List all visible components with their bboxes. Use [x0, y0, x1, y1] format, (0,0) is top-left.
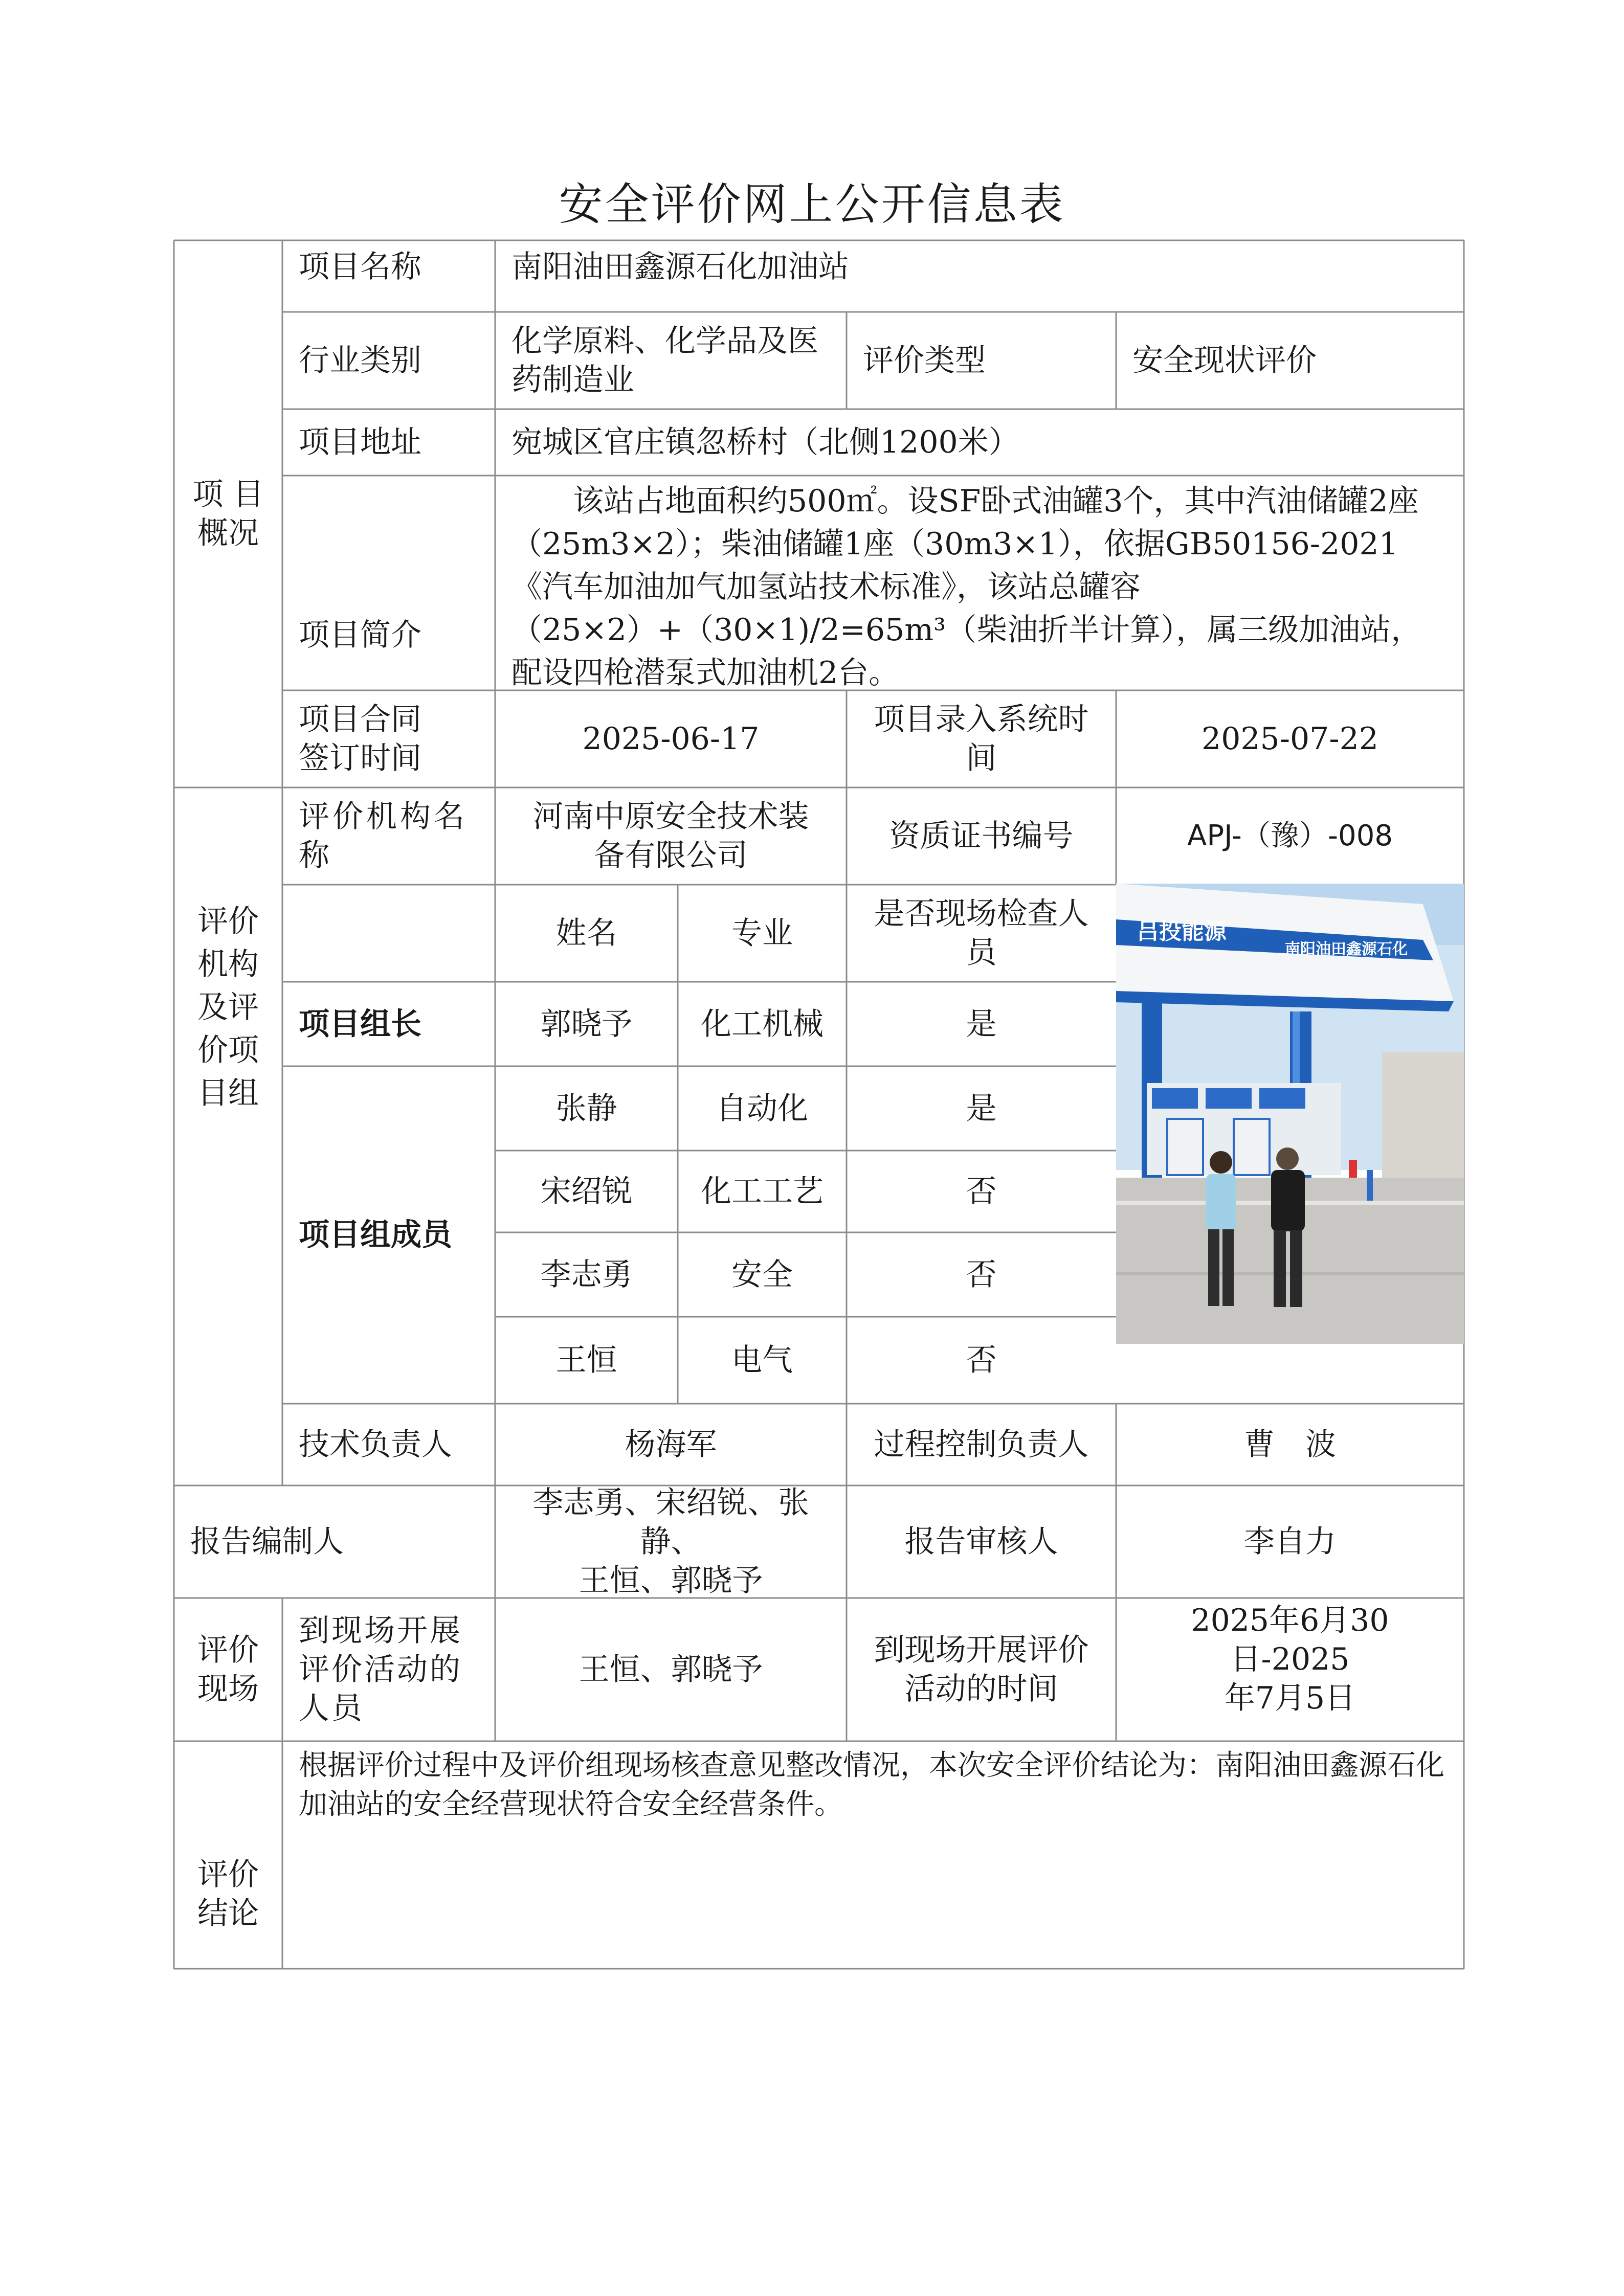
intro-value: 该站占地面积约500㎡。设SF卧式油罐3个，其中汽油储罐2座（25m3×2）；柴油储罐1座（30m3×1），依据GB50156-2021《汽车加油加气加氢站技术标准》，该站总罐容（25×2）+（30×1)/2=65m³（柴油折半计算），属三级加油站，配设四枪潜泵式加油机2台。 — [511, 483, 1422, 691]
site-photo — [1116, 884, 1464, 1344]
table-row-name: 张静 — [555, 1090, 617, 1127]
agency-group-label: 评价 机构 及评 价项 目组 — [197, 904, 259, 1111]
table-row-onsite: 是 — [966, 1090, 997, 1127]
overview-group-label: 项 目 概况 — [192, 477, 264, 551]
team-header-name: 姓名 — [555, 915, 617, 951]
project-name-value: 南阳油田鑫源石化加油站 — [511, 249, 849, 285]
table-row-name: 李志勇 — [540, 1256, 633, 1293]
table-row-name: 郭晓予 — [540, 1006, 633, 1042]
team-header-major: 专业 — [731, 915, 793, 951]
report-author-label: 报告编制人 — [190, 1524, 344, 1560]
project-name-label: 项目名称 — [299, 249, 421, 285]
table-row-major: 化工工艺 — [701, 1174, 824, 1209]
table-row-onsite: 是 — [966, 1006, 997, 1042]
industry-value: 化学原料、化学品及医药制造业 — [511, 323, 818, 398]
agency-name-label: 评价机构名 称 — [299, 799, 468, 873]
eval-type-value: 安全现状评价 — [1132, 343, 1317, 378]
table-row-major: 安全 — [731, 1256, 793, 1293]
eval-type-label: 评价类型 — [863, 343, 986, 378]
contract-date-value: 2025-06-17 — [582, 721, 760, 757]
tech-lead-label: 技术负责人 — [299, 1427, 452, 1462]
contract-date-label: 项目合同 签订时间 — [299, 702, 421, 776]
industry-label: 行业类别 — [299, 343, 421, 378]
cert-label: 资质证书编号 — [889, 818, 1074, 854]
leader-label: 项目组长 — [299, 1006, 421, 1042]
members-label: 项目组成员 — [299, 1217, 452, 1253]
site-group-label: 评价 现场 — [197, 1632, 259, 1707]
site-people-value: 王恒、郭晓予 — [579, 1652, 763, 1687]
address-label: 项目地址 — [299, 424, 421, 460]
table-row-name: 宋绍锐 — [540, 1174, 633, 1209]
address-value: 宛城区官庄镇忽桥村（北侧1200米） — [511, 424, 1019, 460]
table-row-onsite: 否 — [966, 1174, 997, 1209]
process-lead-value: 曹 波 — [1244, 1427, 1336, 1462]
team-header-onsite: 是否现场检查人 员 — [874, 896, 1089, 971]
site-people-label: 到现场开展 评价活动的 人员 — [299, 1613, 462, 1726]
table-row-major: 电气 — [731, 1342, 793, 1378]
entry-date-label: 项目录入系统时 间 — [874, 702, 1089, 776]
tech-lead-value: 杨海军 — [625, 1427, 717, 1462]
site-time-value: 2025年6月30日-2025 年7月5日 — [1191, 1603, 1389, 1716]
report-authors-value: 李志勇、宋绍锐、张静、 王恒、郭晓予 — [532, 1485, 809, 1599]
gas-station-illustration — [1116, 884, 1464, 1344]
intro-label: 项目简介 — [299, 617, 421, 653]
table-row-onsite: 否 — [966, 1342, 997, 1378]
site-time-label: 到现场开展评价 活动的时间 — [874, 1632, 1089, 1707]
table-row-name: 王恒 — [555, 1342, 617, 1378]
process-lead-label: 过程控制负责人 — [874, 1427, 1089, 1462]
entry-date-value: 2025-07-22 — [1202, 721, 1378, 757]
conclusion-text: 根据评价过程中及评价组现场核查意见整改情况，本次安全评价结论为：南阳油田鑫源石化加油站的安全经营现状符合安全经营条件。 — [299, 1749, 1444, 1821]
cert-value: APJ-（豫）-008 — [1187, 819, 1393, 852]
report-reviewer-value: 李自力 — [1244, 1524, 1336, 1560]
table-row-onsite: 否 — [966, 1256, 997, 1293]
canopy-sign-secondary: 南阳油田鑫源石化 — [1285, 940, 1408, 958]
table-row-major: 化工机械 — [701, 1006, 824, 1042]
canopy-sign: 吕投能源 — [1137, 918, 1227, 944]
page-title: 安全评价网上公开信息表 — [559, 179, 1065, 230]
report-reviewer-label: 报告审核人 — [904, 1524, 1058, 1560]
agency-name-value: 河南中原安全技术装 备有限公司 — [532, 799, 809, 873]
table-row-major: 自动化 — [716, 1090, 808, 1127]
conclusion-label: 评价 结论 — [197, 1857, 259, 1931]
